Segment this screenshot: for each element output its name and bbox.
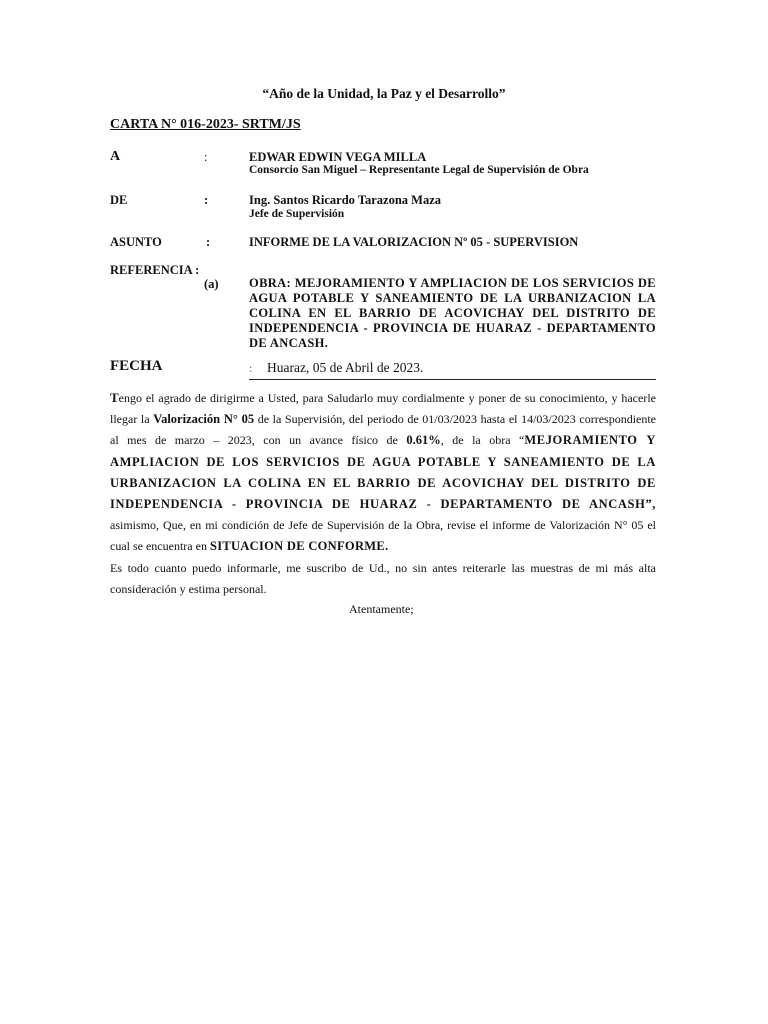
closing: Atentamente; (349, 602, 414, 616)
date-value: Huaraz, 05 de Abril de 2023. (267, 360, 424, 375)
body-paragraph-2: Es todo cuanto puedo informarle, me suscribo de Ud., no sin antes reiterarle las muestras de mi más alta consideración y estima personal. (110, 560, 656, 596)
reference-item: (a) (204, 277, 219, 291)
body-text-1d: asimismo, Que, en mi condición de Jefe de Supervisión de la Obra, revise el informe de Valorización N° 05 el cual se encuentra en (110, 518, 656, 554)
to-colon: : (204, 150, 208, 164)
drop-cap: T (110, 390, 119, 405)
body-text-1b: de la Supervisión, del periodo de 01/03/2023 hasta el 14/03/2023 correspondiente al mes de marzo – 2023, con un avance físico de (110, 412, 657, 448)
to-name: EDWAR EDWIN VEGA MILLA (249, 150, 427, 164)
to-label: A (110, 149, 121, 164)
letter-body (110, 387, 656, 600)
subject-value: INFORME DE LA VALORIZACION Nº 05 - SUPERVISION (249, 235, 579, 249)
reference-text: OBRA: MEJORAMIENTO Y AMPLIACION DE LOS SERVICIOS DE AGUA POTABLE Y SANEAMIENTO DE LA URBANIZACION LA COLINA EN EL BARRIO DE ACOVICHAY DEL DISTRITO DE INDEPENDENCIA - PROVINCIA DE HUARAZ - DEPARTAMENTO DE ANCASH. (249, 276, 656, 350)
date-label: FECHA (110, 358, 163, 374)
date-underline (249, 379, 656, 380)
avance-value: 0.61% (406, 433, 441, 448)
subject-label: ASUNTO (110, 235, 162, 249)
from-role: Jefe de Supervisión (249, 208, 345, 220)
from-name: Ing. Santos Ricardo Tarazona Maza (249, 193, 442, 207)
body-text-1c: , de la obra “ (440, 433, 525, 448)
from-colon: : (204, 193, 209, 207)
body-text-1a: engo el agrado de dirigirme a Usted, para Saludarlo muy cordialmente y poner de su conocimiento, y hacerle llegar la (110, 391, 656, 427)
body-paragraph-1 (110, 387, 656, 558)
obra-name: MEJORAMIENTO Y AMPLIACION DE LOS SERVICIOS DE AGUA POTABLE Y SANEAMIENTO DE LA URBANIZACION LA COLINA EN EL BARRIO DE ACOVICHAY DEL DISTRITO DE INDEPENDENCIA - PROVINCIA DE HUARAZ - DEPARTAMENTO DE ANCASH”, (110, 433, 656, 512)
letter-number: CARTA N° 016-2023- SRTM/JS (110, 117, 301, 132)
valorizacion-text: Valorización N° 05 (153, 412, 255, 427)
motto-heading: “Año de la Unidad, la Paz y el Desarrollo” (262, 86, 506, 101)
reference-label: REFERENCIA : (110, 263, 200, 277)
situacion-text: SITUACION DE CONFORME. (209, 539, 389, 554)
to-role: Consorcio San Miguel – Representante Legal de Supervisión de Obra (249, 164, 589, 176)
from-label: DE (110, 193, 128, 207)
date-colon: : (249, 361, 253, 375)
subject-colon: : (206, 235, 211, 249)
